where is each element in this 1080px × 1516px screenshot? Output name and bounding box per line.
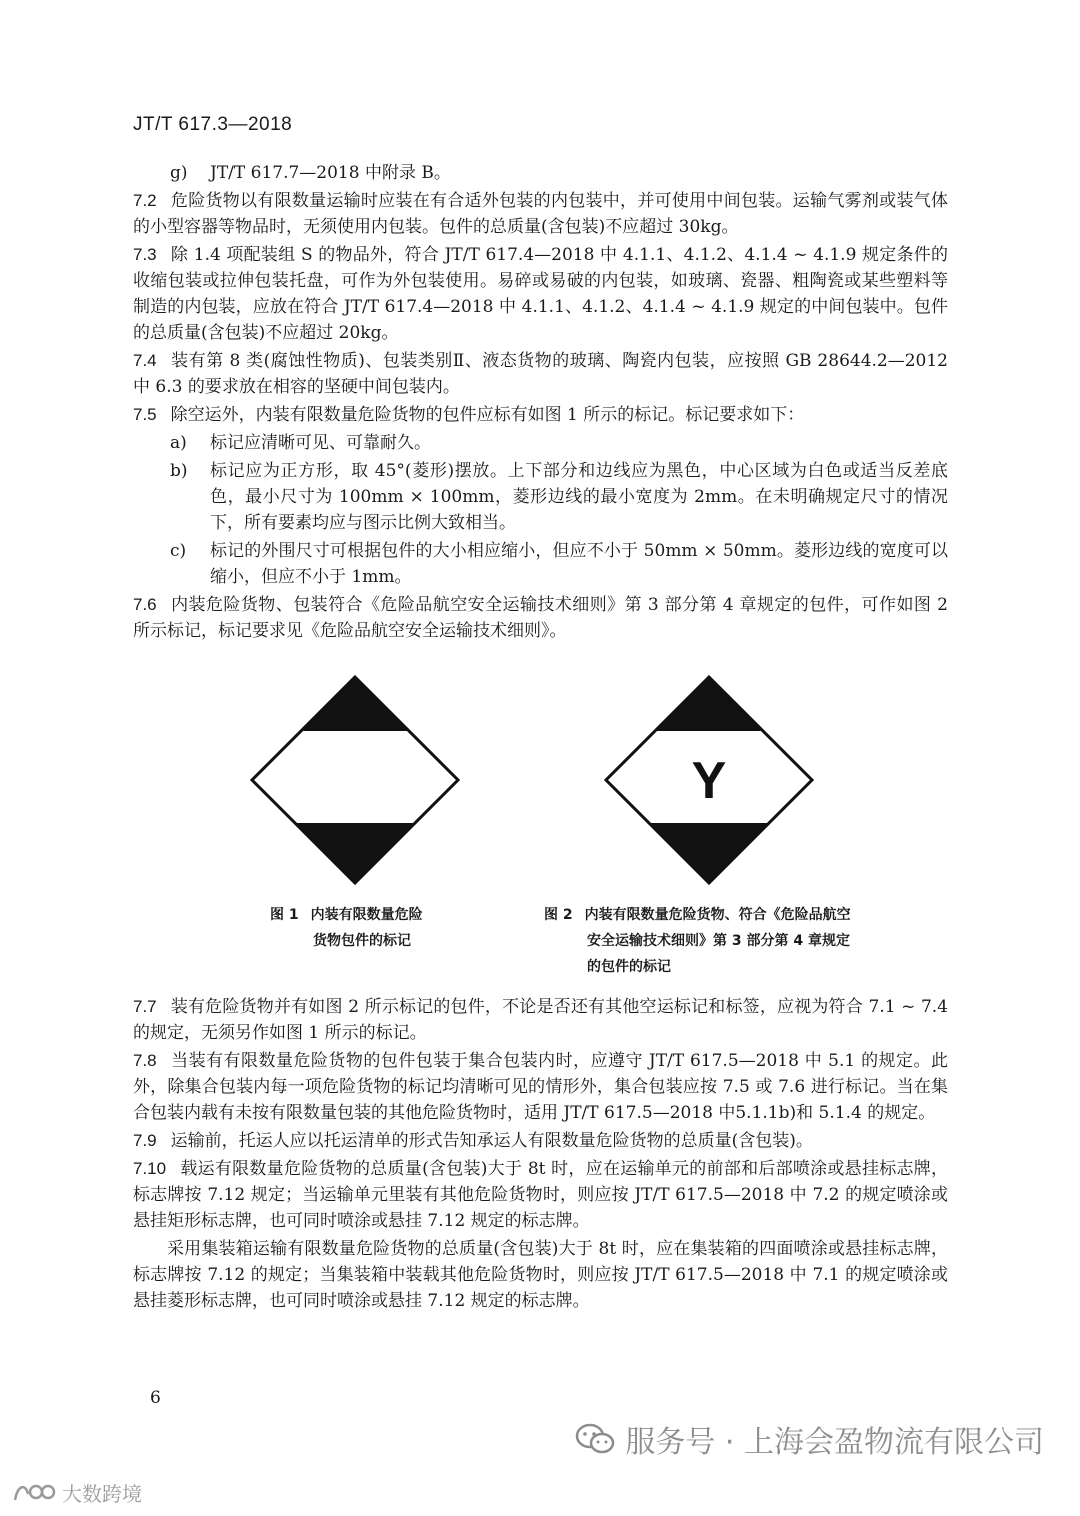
caption-line-3: 的包件的标记 [587, 959, 671, 975]
bottom-black-band [604, 823, 814, 885]
clause-number: 7.5 [133, 405, 157, 424]
bottom-black-band [250, 823, 460, 885]
item-marker: b) [170, 461, 188, 481]
y-letter: Y [691, 752, 727, 810]
clause-text: 内装危险货物、包装符合《危险品航空安全运输技术细则》第 3 部分第 4 章规定的包件，可作如图 2 所示标记，标记要求见《危险品航空安全运输技术细则》。 [133, 595, 948, 641]
clause-number: 7.10 [133, 1159, 167, 1178]
item-marker: g) [170, 163, 188, 183]
watermark-brand-text: 大数跨境 [62, 1482, 142, 1506]
clause-text: 危险货物以有限数量运输时应装在有合适外包装的内包装中，并可使用中间包装。运输气雾剂或装气体的小型容器等物品时，无须使用内包装。包件的总质量(含包装)不应超过 30kg。 [133, 191, 948, 237]
item-text: JT/T 617.7—2018 中附录 B。 [210, 163, 451, 183]
watermark-text: 服务号 · 上海会盈物流有限公司 [625, 1425, 1044, 1460]
brand-logo-icon [12, 1480, 56, 1506]
item-marker: c) [170, 541, 187, 561]
clause-text: 除 1.4 项配装组 S 的物品外，符合 JT/T 617.4—2018 中 4.1.1、4.1.2、4.1.4 ~ 4.1.9 规定条件的收缩包装或拉伸包装托盘，可作为外包装使用。易碎或易破的内包装，如玻璃、瓷器、粗陶瓷或某些塑料等制造的内包装，应放在符合 JT/T 617.4—2018 中 4.1.1、4.1.2、4.1.4 ~ 4.1.9 规定的中间包装中。包件的总质量(含包装)不应超过 20kg。 [133, 245, 948, 343]
clause-number: 7.4 [133, 351, 157, 370]
watermark-brand [12, 1478, 142, 1507]
item-text: 标记应清晰可见、可靠耐久。 [210, 433, 431, 453]
caption-line-1: 内装有限数量危险货物、符合《危险品航空 [584, 907, 851, 923]
body-text-upper [133, 160, 948, 646]
clause-text: 装有第 8 类(腐蚀性物质)、包装类别Ⅱ、液态货物的玻璃、陶瓷内包装，应按照 GB 28644.2—2012 中 6.3 的要求放在相容的坚硬中间包装内。 [133, 351, 948, 397]
clause-number: 7.3 [133, 245, 157, 264]
clause-number: 7.2 [133, 191, 157, 210]
item-text: 标记的外围尺寸可根据包件的大小相应缩小，但应不小于 50mm × 50mm。菱形边线的宽度可以缩小，但应不小于 1mm。 [210, 541, 948, 587]
clause-7-2 [133, 188, 948, 240]
watermark-service-account [575, 1417, 1044, 1461]
paragraph-text: 采用集装箱运输有限数量危险货物的总质量(含包装)大于 8t 时，应在集装箱的四面喷涂或悬挂标志牌，标志牌按 7.12 的规定；当集装箱中装载其他危险货物时，则应按 JT/T 617.5—2018 中 7.1 的规定喷涂或悬挂菱形标志牌，也可同时喷涂或悬挂 7.12 规定的标志牌。 [133, 1239, 948, 1311]
clause-text: 载运有限数量危险货物的总质量(含包装)大于 8t 时，应在运输单元的前部和后部喷涂或悬挂标志牌，标志牌按 7.12 规定；当运输单元里装有其他危险货物时，则应按 JT/T 617.5—2018 中 7.2 的规定喷涂或悬挂矩形标志牌，也可同时喷涂或悬挂 7.12 规定的标志牌。 [133, 1159, 948, 1231]
clause-7-6 [133, 592, 948, 644]
clause-number: 7.7 [133, 997, 157, 1016]
clause-7-8 [133, 1048, 948, 1126]
clause-7-5 [133, 402, 948, 428]
caption-line-2: 货物包件的标记 [313, 933, 411, 949]
figure-1-caption [270, 902, 423, 954]
item-marker: a) [170, 433, 187, 453]
top-black-band [604, 675, 814, 731]
clause-text: 当装有有限数量危险货物的包件包装于集合包装内时，应遵守 JT/T 617.5—2018 中 5.1 的规定。此外，除集合包装内每一项危险货物的标记均清晰可见的情形外，集合包装应按 7.5 或 7.6 进行标记。当在集合包装内载有未按有限数量包装的其他危险货物时，适用 JT/T 617.5—2018 中5.1.1b)和 5.1.4 的规定。 [133, 1051, 948, 1123]
list-item-g [133, 160, 948, 186]
clause-number: 7.9 [133, 1131, 157, 1150]
clause-7-4 [133, 348, 948, 400]
clause-7-10-continuation [133, 1236, 948, 1314]
caption-line-2: 安全运输技术细则》第 3 部分第 4 章规定 [587, 933, 850, 949]
wechat-icon [575, 1423, 615, 1455]
clause-7-9 [133, 1128, 948, 1154]
caption-line-1: 内装有限数量危险 [310, 907, 423, 923]
clause-text: 装有危险货物并有如图 2 所示标记的包件，不论是否还有其他空运标记和标签，应视为符合 7.1 ~ 7.4 的规定，无须另作如图 1 所示的标记。 [133, 997, 948, 1043]
clause-number: 7.8 [133, 1051, 157, 1070]
clause-text: 运输前，托运人应以托运清单的形式告知承运人有限数量危险货物的总质量(含包装)。 [170, 1131, 813, 1151]
clause-text: 除空运外，内装有限数量危险货物的包件应标有如图 1 所示的标记。标记要求如下： [170, 405, 805, 425]
list-item-b [133, 458, 948, 536]
page-number: 6 [150, 1388, 161, 1408]
item-text: 标记应为正方形，取 45°(菱形)摆放。上下部分和边线应为黑色，中心区域为白色或适当反差底色，最小尺寸为 100mm × 100mm，菱形边线的最小宽度为 2mm。在未明确规定尺寸的情况下，所有要素均应与图示比例大致相当。 [210, 461, 948, 533]
figure-number: 图 1 [270, 907, 299, 923]
top-black-band [250, 675, 460, 731]
figure-2-caption [544, 902, 851, 980]
limited-quantity-mark-figure-2 [604, 675, 814, 885]
clause-7-3 [133, 242, 948, 346]
standard-code-header: JT/T 617.3—2018 [133, 114, 293, 135]
limited-quantity-mark-figure-1 [250, 675, 460, 885]
clause-7-7 [133, 994, 948, 1046]
body-text-lower [133, 994, 948, 1316]
list-item-c [133, 538, 948, 590]
list-item-a [133, 430, 948, 456]
clause-7-10 [133, 1156, 948, 1234]
clause-number: 7.6 [133, 595, 157, 614]
figure-number: 图 2 [544, 907, 573, 923]
